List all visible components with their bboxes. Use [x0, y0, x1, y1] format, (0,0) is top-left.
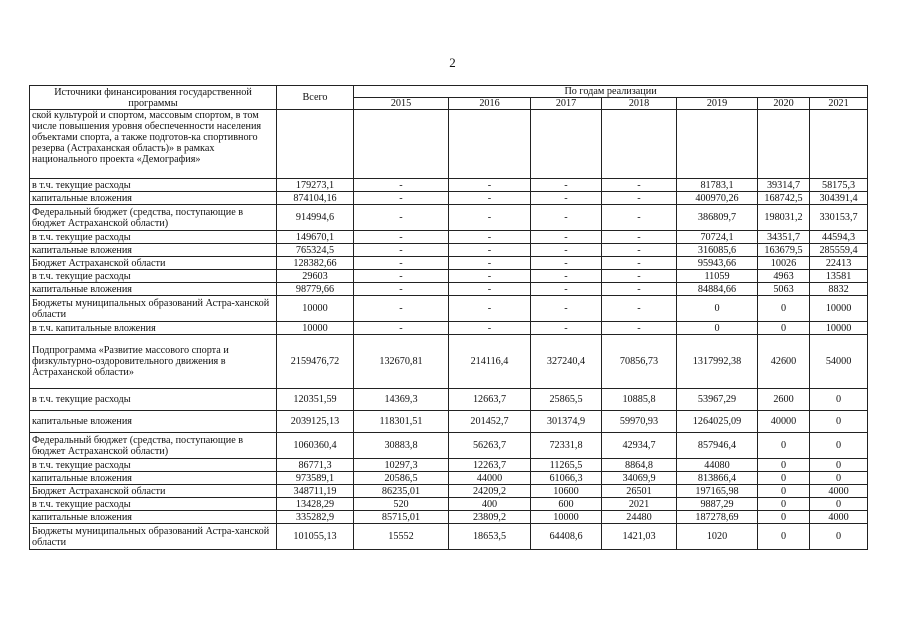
row-name: капитальные вложения	[30, 411, 277, 433]
row-year-value: 26501	[602, 485, 677, 498]
row-year-value: 330153,7	[810, 205, 868, 231]
row-year-value: -	[602, 322, 677, 335]
row-year-value: 86235,01	[354, 485, 449, 498]
table-row	[30, 335, 868, 389]
row-year-value: 0	[810, 524, 868, 550]
table-row	[30, 322, 868, 335]
row-year-value: 201452,7	[449, 411, 531, 433]
row-year-value: 59970,93	[602, 411, 677, 433]
table-row	[30, 296, 868, 322]
row-name: в т.ч. капитальные вложения	[30, 322, 277, 335]
row-year-value: 10000	[810, 296, 868, 322]
row-name: Бюджеты муниципальных образований Астра-ханской области	[30, 524, 277, 550]
row-year-value: 18653,5	[449, 524, 531, 550]
table-row	[30, 205, 868, 231]
row-year-value: 44594,3	[810, 231, 868, 244]
row-year-value: 84884,66	[677, 283, 758, 296]
row-year-value: -	[449, 179, 531, 192]
row-year-value: 64408,6	[531, 524, 602, 550]
header-by-year: По годам реализации	[354, 86, 868, 98]
row-total: 29603	[277, 270, 354, 283]
row-year-value: -	[531, 205, 602, 231]
row-year-value: 0	[758, 322, 810, 335]
row-total: 86771,3	[277, 459, 354, 472]
row-total: 10000	[277, 322, 354, 335]
row-year-value: 10026	[758, 257, 810, 270]
row-year-value: -	[602, 192, 677, 205]
row-year-value: 14369,3	[354, 389, 449, 411]
row-name: Подпрограмма «Развитие массового спорта и физкультурно-оздоровительного движения в Астраханской области»	[30, 335, 277, 389]
row-year-value: 813866,4	[677, 472, 758, 485]
table-row	[30, 511, 868, 524]
row-year-value: 34351,7	[758, 231, 810, 244]
row-year-value: -	[354, 296, 449, 322]
table-row	[30, 231, 868, 244]
row-year-value: 327240,4	[531, 335, 602, 389]
row-total: 1060360,4	[277, 433, 354, 459]
row-name: Бюджет Астраханской области	[30, 257, 277, 270]
row-year-value: -	[449, 257, 531, 270]
row-year-value: 42934,7	[602, 433, 677, 459]
row-total: 179273,1	[277, 179, 354, 192]
header-year: 2018	[602, 98, 677, 110]
row-year-value: 15552	[354, 524, 449, 550]
row-year-value: -	[602, 283, 677, 296]
row-year-value: 0	[758, 296, 810, 322]
table-row	[30, 270, 868, 283]
row-year-value: 8864,8	[602, 459, 677, 472]
row-year-value: -	[531, 244, 602, 257]
row-year-value: 54000	[810, 335, 868, 389]
table-row	[30, 257, 868, 270]
row-total: 128382,66	[277, 257, 354, 270]
row-year-value: 2021	[602, 498, 677, 511]
row-year-value: -	[602, 205, 677, 231]
row-year-value: -	[602, 296, 677, 322]
row-year-value: 11059	[677, 270, 758, 283]
row-year-value: 22413	[810, 257, 868, 270]
row-year-value: 304391,4	[810, 192, 868, 205]
row-year-value: 58175,3	[810, 179, 868, 192]
row-name: капитальные вложения	[30, 283, 277, 296]
header-total: Всего	[277, 86, 354, 110]
row-year-value: -	[354, 179, 449, 192]
row-year-value: 8832	[810, 283, 868, 296]
row-year-value: 0	[758, 511, 810, 524]
header-year: 2016	[449, 98, 531, 110]
row-name: Бюджет Астраханской области	[30, 485, 277, 498]
row-year-value: -	[354, 231, 449, 244]
row-year-value: -	[449, 205, 531, 231]
row-name: в т.ч. текущие расходы	[30, 270, 277, 283]
row-year-value: 24209,2	[449, 485, 531, 498]
row-year-value: 12663,7	[449, 389, 531, 411]
row-year-value: -	[602, 270, 677, 283]
row-year-value: 163679,5	[758, 244, 810, 257]
row-year-value: 187278,69	[677, 511, 758, 524]
row-year-value: 13581	[810, 270, 868, 283]
row-name: Федеральный бюджет (средства, поступающие в бюджет Астраханской области)	[30, 205, 277, 231]
row-year-value: 214116,4	[449, 335, 531, 389]
row-total: 120351,59	[277, 389, 354, 411]
table-row	[30, 411, 868, 433]
row-year-value: -	[449, 270, 531, 283]
row-year-value: 11265,5	[531, 459, 602, 472]
row-year-value: 132670,81	[354, 335, 449, 389]
row-year-value: -	[449, 244, 531, 257]
row-year-value: 10885,8	[602, 389, 677, 411]
row-year-value: 44080	[677, 459, 758, 472]
financing-table	[29, 85, 868, 550]
row-year-value: -	[354, 205, 449, 231]
row-total: 2039125,13	[277, 411, 354, 433]
header-source: Источники финансирования государственной программы	[30, 86, 277, 110]
table-row	[30, 179, 868, 192]
row-year-value: 20586,5	[354, 472, 449, 485]
row-year-value: 0	[810, 498, 868, 511]
row-year-value: -	[354, 270, 449, 283]
row-year-value: 61066,3	[531, 472, 602, 485]
row-year-value: 316085,6	[677, 244, 758, 257]
row-year-value: 40000	[758, 411, 810, 433]
row-year-value: 10297,3	[354, 459, 449, 472]
row-year-value: 70856,73	[602, 335, 677, 389]
header-year: 2020	[758, 98, 810, 110]
row-year-value: 34069,9	[602, 472, 677, 485]
table-row	[30, 433, 868, 459]
row-name: капитальные вложения	[30, 244, 277, 257]
row-year-value: -	[602, 179, 677, 192]
row-year-value: -	[531, 270, 602, 283]
row-total: 13428,29	[277, 498, 354, 511]
row-year-value: -	[449, 231, 531, 244]
row-year-value: 56263,7	[449, 433, 531, 459]
row-year-value: -	[449, 192, 531, 205]
row-year-value: 520	[354, 498, 449, 511]
row-name: капитальные вложения	[30, 192, 277, 205]
row-name: в т.ч. текущие расходы	[30, 231, 277, 244]
row-year-value: -	[531, 231, 602, 244]
row-year-value: 10000	[531, 511, 602, 524]
row-year-value: 0	[810, 433, 868, 459]
row-year-value: -	[354, 283, 449, 296]
row-year-value: 198031,2	[758, 205, 810, 231]
row-total: 2159476,72	[277, 335, 354, 389]
row-year-value: 0	[810, 472, 868, 485]
row-year-value: -	[531, 257, 602, 270]
row-year-value: 386809,7	[677, 205, 758, 231]
row-year-value: 285559,4	[810, 244, 868, 257]
row-year-value: -	[531, 283, 602, 296]
row-year-value: 1264025,09	[677, 411, 758, 433]
row-name: Федеральный бюджет (средства, поступающие в бюджет Астраханской области)	[30, 433, 277, 459]
row-name: капитальные вложения	[30, 472, 277, 485]
row-year-value: 1317992,38	[677, 335, 758, 389]
row-year-value: 1421,03	[602, 524, 677, 550]
row-year-value: 10600	[531, 485, 602, 498]
table-row	[30, 283, 868, 296]
row-name: в т.ч. текущие расходы	[30, 179, 277, 192]
row-year-value: 0	[677, 322, 758, 335]
row-total: 98779,66	[277, 283, 354, 296]
row-year-value: 400970,26	[677, 192, 758, 205]
table-row	[30, 244, 868, 257]
row-total: 149670,1	[277, 231, 354, 244]
row-name: Бюджеты муниципальных образований Астра-ханской области	[30, 296, 277, 322]
row-year-value: 25865,5	[531, 389, 602, 411]
header-year: 2017	[531, 98, 602, 110]
table-row	[30, 472, 868, 485]
page-number: 2	[449, 55, 456, 70]
row-year-value: 23809,2	[449, 511, 531, 524]
row-total: 914994,6	[277, 205, 354, 231]
row-year-value: 39314,7	[758, 179, 810, 192]
row-year-value: -	[531, 296, 602, 322]
row-total: 335282,9	[277, 511, 354, 524]
row-year-value: 4000	[810, 485, 868, 498]
table-row	[30, 192, 868, 205]
table-row	[30, 389, 868, 411]
header-year: 2015	[354, 98, 449, 110]
row-year-value: 4963	[758, 270, 810, 283]
row-total: 973589,1	[277, 472, 354, 485]
row-year-value: 0	[810, 389, 868, 411]
row-year-value: 85715,01	[354, 511, 449, 524]
row-total: 10000	[277, 296, 354, 322]
table-row	[30, 459, 868, 472]
header-year: 2021	[810, 98, 868, 110]
table-row	[30, 485, 868, 498]
row-year-value: 301374,9	[531, 411, 602, 433]
row-name: в т.ч. текущие расходы	[30, 389, 277, 411]
row-year-value: -	[449, 296, 531, 322]
row-year-value: 400	[449, 498, 531, 511]
row-name: в т.ч. текущие расходы	[30, 498, 277, 511]
row-year-value: -	[354, 244, 449, 257]
row-year-value: 2600	[758, 389, 810, 411]
row-year-value: -	[531, 179, 602, 192]
row-year-value: -	[602, 244, 677, 257]
row-year-value: 168742,5	[758, 192, 810, 205]
continued-text: ской культурой и спортом, массовым спортом, в том числе повышения уровня обеспеченности населения объектами спорта, а также подготов-ка спортивного резерва (Астраханская область)» в рамках национального проекта «Демография»	[30, 110, 277, 179]
row-year-value: -	[602, 257, 677, 270]
row-year-value: 0	[677, 296, 758, 322]
table-row	[30, 524, 868, 550]
row-total: 348711,19	[277, 485, 354, 498]
row-year-value: 0	[810, 459, 868, 472]
row-year-value: 0	[758, 433, 810, 459]
row-year-value: 600	[531, 498, 602, 511]
row-year-value: -	[602, 231, 677, 244]
row-total: 874104,16	[277, 192, 354, 205]
row-year-value: 72331,8	[531, 433, 602, 459]
row-year-value: 4000	[810, 511, 868, 524]
header-year: 2019	[677, 98, 758, 110]
row-year-value: 81783,1	[677, 179, 758, 192]
row-total: 765324,5	[277, 244, 354, 257]
row-year-value: 95943,66	[677, 257, 758, 270]
row-year-value: 118301,51	[354, 411, 449, 433]
row-year-value: 12263,7	[449, 459, 531, 472]
row-year-value: 42600	[758, 335, 810, 389]
row-year-value: 44000	[449, 472, 531, 485]
row-year-value: -	[354, 192, 449, 205]
row-year-value: 0	[758, 524, 810, 550]
row-year-value: -	[449, 283, 531, 296]
row-year-value: -	[354, 322, 449, 335]
row-year-value: 5063	[758, 283, 810, 296]
row-name: капитальные вложения	[30, 511, 277, 524]
row-year-value: 0	[810, 411, 868, 433]
row-year-value: 30883,8	[354, 433, 449, 459]
row-year-value: 0	[758, 459, 810, 472]
row-total: 101055,13	[277, 524, 354, 550]
row-year-value: 24480	[602, 511, 677, 524]
row-year-value: -	[531, 322, 602, 335]
row-year-value: -	[449, 322, 531, 335]
continued-row	[30, 110, 868, 179]
row-year-value: 53967,29	[677, 389, 758, 411]
row-year-value: 9887,29	[677, 498, 758, 511]
row-year-value: -	[531, 192, 602, 205]
row-name: в т.ч. текущие расходы	[30, 459, 277, 472]
row-year-value: 70724,1	[677, 231, 758, 244]
row-year-value: 0	[758, 498, 810, 511]
row-year-value: 1020	[677, 524, 758, 550]
row-year-value: 0	[758, 485, 810, 498]
row-year-value: 0	[758, 472, 810, 485]
row-year-value: 197165,98	[677, 485, 758, 498]
row-year-value: -	[354, 257, 449, 270]
table-row	[30, 498, 868, 511]
row-year-value: 10000	[810, 322, 868, 335]
row-year-value: 857946,4	[677, 433, 758, 459]
